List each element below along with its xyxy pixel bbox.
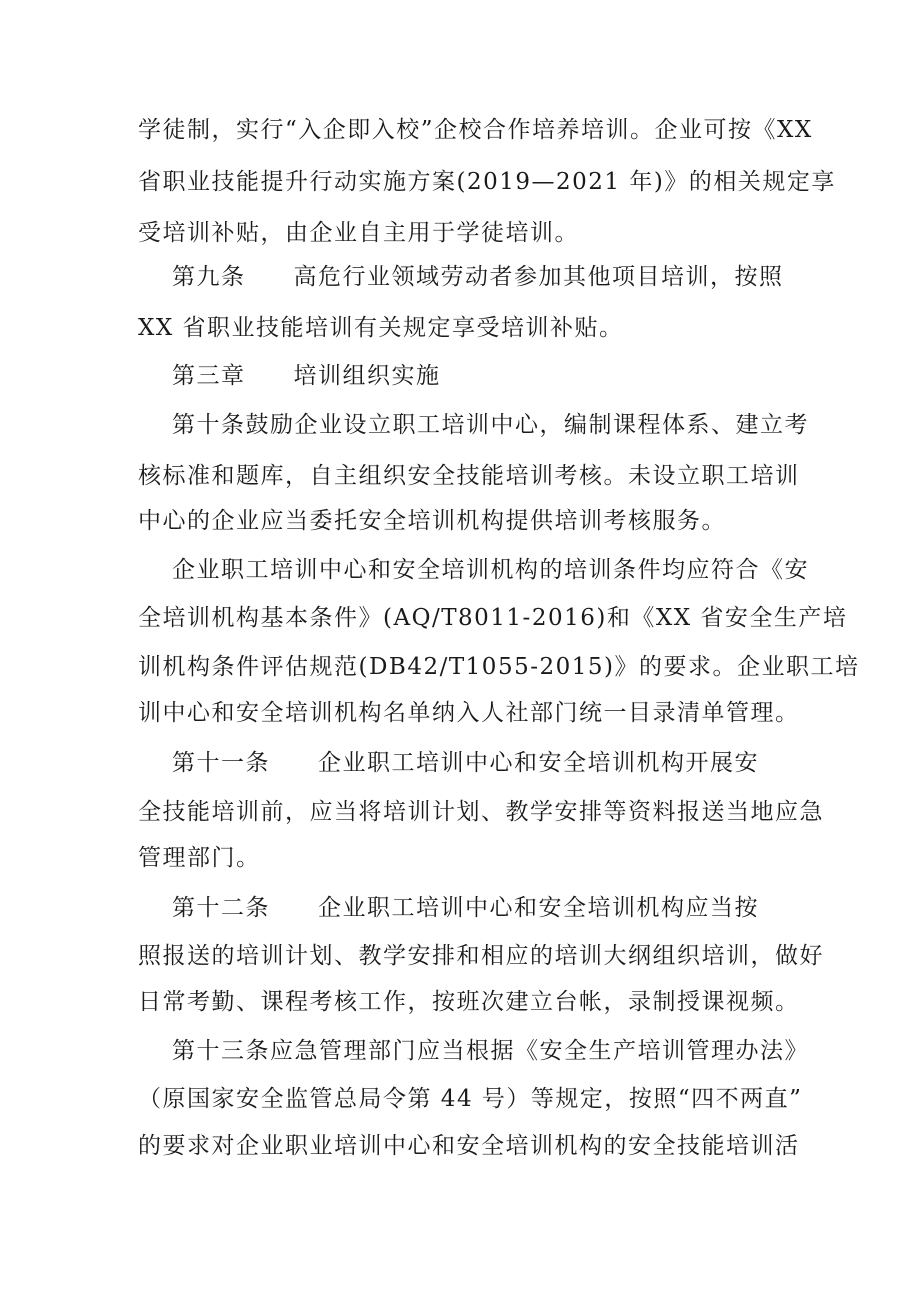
article-12-line bbox=[172, 893, 822, 923]
text-line: （原国家安全监管总局令第 44 号）等规定，按照“四不两直” bbox=[138, 1086, 803, 1112]
text-line: 中心的企业应当委托安全培训机构提供培训考核服务。 bbox=[138, 508, 726, 534]
article-11-line bbox=[172, 748, 822, 778]
text-line: XX 省职业技能培训有关规定享受培训补贴。 bbox=[138, 315, 624, 341]
article-11-text: 企业职工培训中心和安全培训机构开展安 bbox=[318, 750, 759, 776]
text-line: 受培训补贴，由企业自主用于学徒培训。 bbox=[138, 220, 579, 246]
text-line: 的要求对企业职业培训中心和安全培训机构的安全技能培训活 bbox=[138, 1133, 800, 1159]
chapter-3-title: 培训组织实施 bbox=[293, 363, 441, 389]
article-9-text: 高危行业领域劳动者参加其他项目培训，按照 bbox=[293, 264, 784, 290]
text-line: 企业职工培训中心和安全培训机构的培训条件均应符合《安 bbox=[172, 557, 809, 583]
text-line: 训中心和安全培训机构名单纳入人社部门统一目录清单管理。 bbox=[138, 700, 800, 726]
text-line: 核标准和题库，自主组织安全技能培训考核。未设立职工培训 bbox=[138, 463, 800, 489]
text-line: 训机构条件评估规范(DB42/T1055-2015)》的要求。企业职工培 bbox=[138, 654, 860, 680]
text-line: 第十条鼓励企业设立职工培训中心，编制课程体系、建立考 bbox=[172, 412, 809, 438]
article-12-label: 第十二条 bbox=[172, 895, 270, 921]
text-line: 学徒制，实行“入企即入校”企校合作培养培训。企业可按《XX bbox=[138, 117, 813, 143]
text-line: 日常考勤、课程考核工作，按班次建立台帐，录制授课视频。 bbox=[138, 989, 800, 1015]
article-9-line bbox=[172, 262, 822, 292]
text-line: 照报送的培训计划、教学安排和相应的培训大纲组织培训，做好 bbox=[138, 943, 824, 969]
article-12-text: 企业职工培训中心和安全培训机构应当按 bbox=[318, 895, 759, 921]
text-line: 全技能培训前，应当将培训计划、教学安排等资料报送当地应急 bbox=[138, 799, 824, 825]
text-line: 全培训机构基本条件》(AQ/T8011-2016)和《XX 省安全生产培 bbox=[138, 605, 848, 631]
text-line: 管理部门。 bbox=[138, 845, 261, 871]
chapter-3-label: 第三章 bbox=[172, 363, 246, 389]
article-11-label: 第十一条 bbox=[172, 750, 270, 776]
text-line: 省职业技能提升行动实施方案(2019—2021 年)》的相关规定享 bbox=[138, 169, 836, 195]
text-line: 第十三条应急管理部门应当根据《安全生产培训管理办法》 bbox=[172, 1038, 809, 1064]
chapter-3-heading bbox=[172, 361, 822, 391]
article-9-label: 第九条 bbox=[172, 264, 246, 290]
